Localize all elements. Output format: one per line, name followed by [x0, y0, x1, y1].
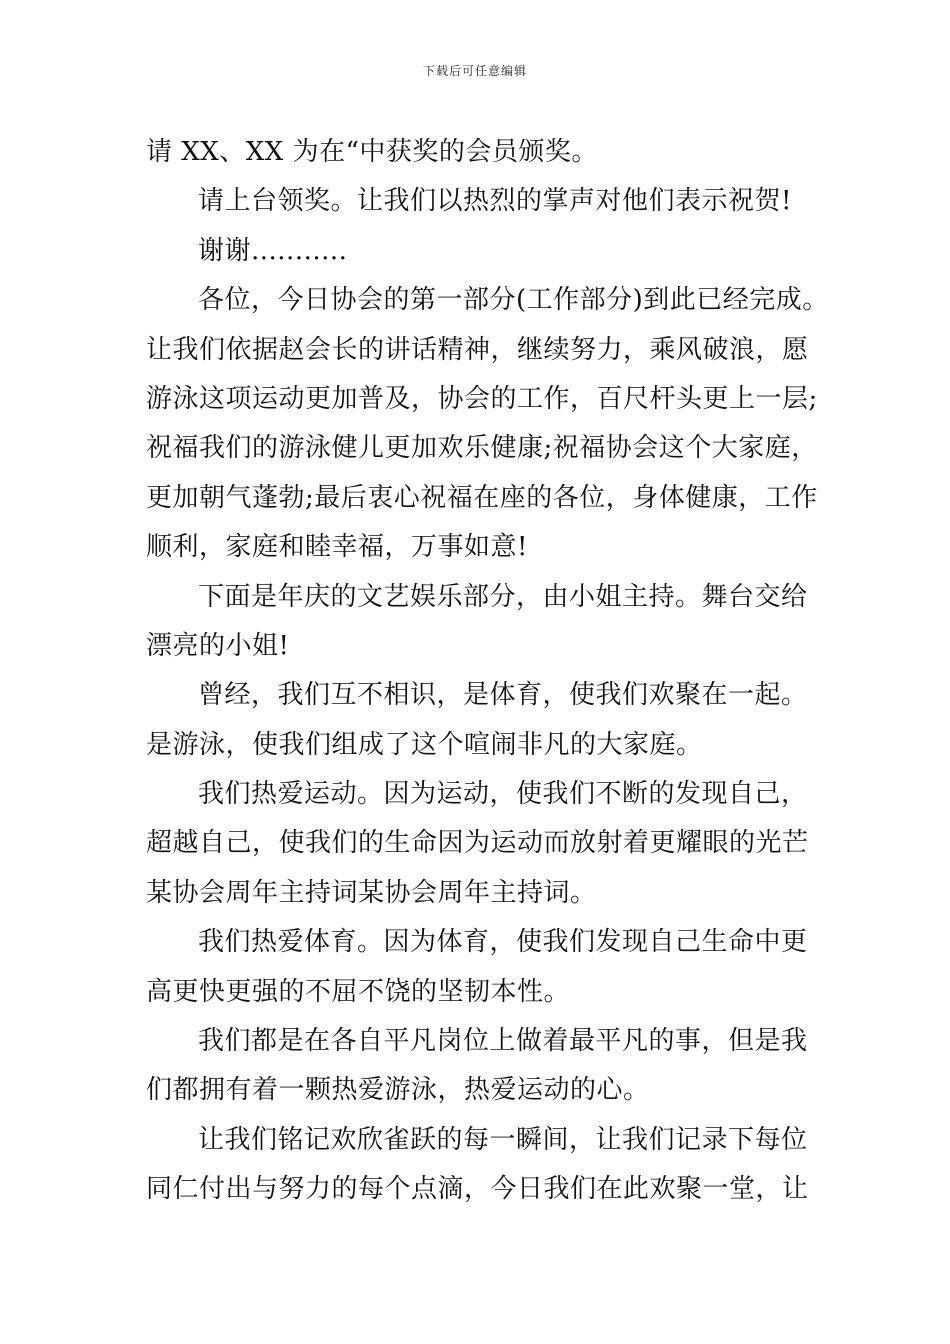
text-line: 我们都是在各自平凡岗位上做着最平凡的事，但是我 — [198, 1026, 808, 1057]
page-header: 下载后可任意编辑 — [422, 64, 527, 78]
text-line: 请 XX、XX 为在“中获奖的会员颁奖。 — [146, 137, 598, 167]
text-line: 高更快更强的不屈不饶的坚韧本性。 — [146, 976, 571, 1007]
text-line: 某协会周年主持词某协会周年主持词。 — [146, 877, 597, 908]
text-line: 谢谢........... — [198, 235, 348, 266]
text-line: 各位，今日协会的第一部分(工作部分)到此已经完成。 — [198, 285, 829, 316]
text-line: 同仁付出与努力的每个点滴，今日我们在此欢聚一堂，让 — [146, 1174, 809, 1205]
text-line: 下面是年庆的文艺娱乐部分，由小姐主持。舞台交给 — [198, 581, 808, 612]
text-line: 祝福我们的游泳健儿更加欢乐健康;祝福协会这个大家庭， — [146, 433, 818, 464]
text-line: 更加朝气蓬勃;最后衷心祝福在座的各位，身体健康，工作 — [146, 482, 818, 513]
text-line: 漂亮的小姐! — [146, 630, 290, 661]
text-line: 我们热爱体育。因为体育，使我们发现自己生命中更 — [198, 927, 808, 958]
text-line: 顺利，家庭和睦幸福，万事如意! — [146, 532, 528, 563]
text-line: 我们热爱运动。因为运动，使我们不断的发现自己， — [198, 779, 808, 810]
text-line: 让我们依据赵会长的讲话精神，继续努力，乘风破浪，愿 — [146, 334, 809, 365]
text-line: 让我们铭记欢欣雀跃的每一瞬间，让我们记录下每位 — [198, 1124, 808, 1155]
text-line: 超越自己，使我们的生命因为运动而放射着更耀眼的光芒 — [146, 828, 809, 859]
text-line: 游泳这项运动更加普及，协会的工作，百尺杆头更上一层; — [146, 383, 818, 414]
text-line: 曾经，我们互不相识，是体育，使我们欢聚在一起。 — [198, 680, 808, 711]
document-body — [146, 128, 829, 1215]
text-line: 们都拥有着一颗热爱游泳，热爱运动的心。 — [146, 1075, 650, 1106]
text-line: 请上台领奖。让我们以热烈的掌声对他们表示祝贺! — [198, 186, 792, 217]
text-line: 是游泳，使我们组成了这个喧闹非凡的大家庭。 — [146, 729, 703, 760]
